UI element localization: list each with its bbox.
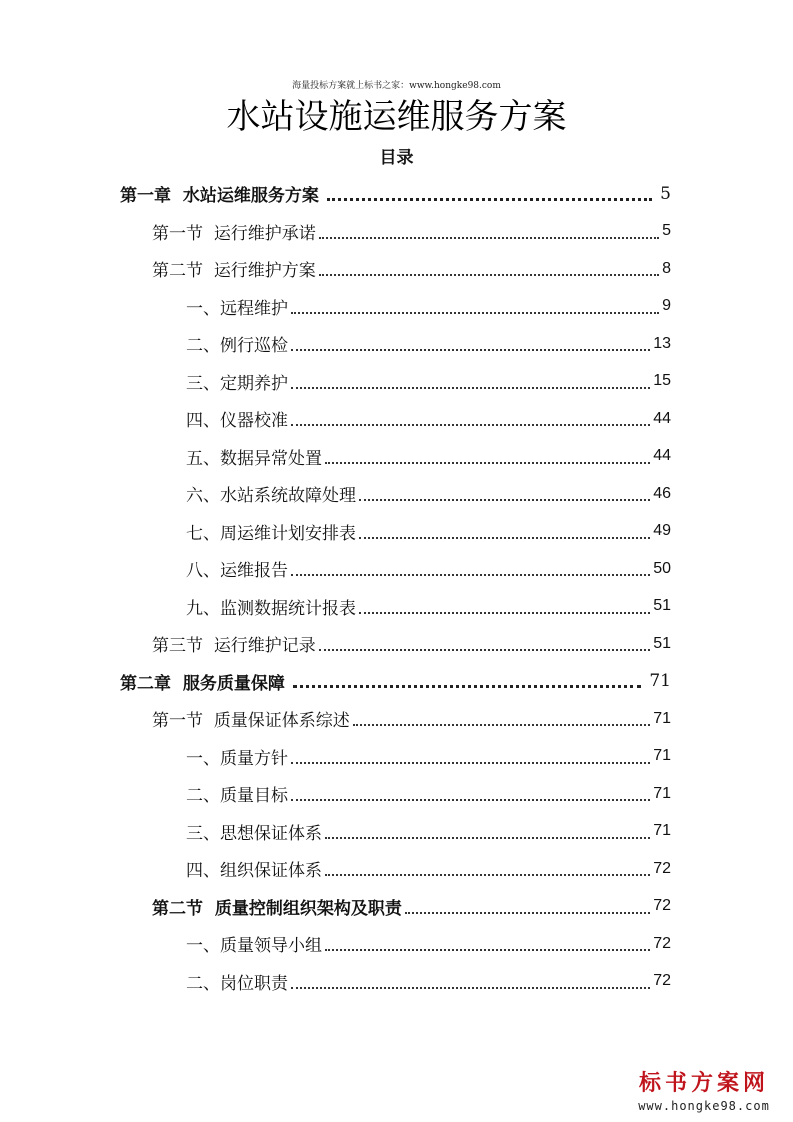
toc-heading: 目录 — [379, 148, 414, 168]
toc-entry-title: 运维报告 — [220, 561, 288, 582]
toc-entry-title: 质量方针 — [220, 748, 288, 769]
toc-dot-leader — [325, 836, 650, 839]
toc-entry-number: 一、 — [186, 298, 220, 319]
toc-entry-number: 八、 — [186, 561, 220, 582]
toc-entry-page: 44 — [653, 447, 671, 465]
toc-entry[interactable] — [0, 888, 793, 926]
toc-entry-page: 72 — [653, 859, 671, 877]
toc-entry-page: 71 — [653, 784, 671, 802]
toc-dot-leader — [291, 761, 650, 764]
toc-entry[interactable] — [0, 250, 793, 288]
toc-entry-number: 第二章 — [120, 673, 183, 694]
toc-entry-title: 质量保证体系综述 — [213, 711, 350, 732]
toc-entry-number: 第一章 — [120, 186, 183, 207]
toc-entry-title: 远程维护 — [220, 298, 288, 319]
toc-entry[interactable] — [0, 925, 793, 963]
watermark-url: www.hongke98.com — [638, 1099, 770, 1113]
toc-entry-title: 例行巡检 — [220, 336, 288, 357]
toc-entry-number: 第一节 — [152, 711, 214, 732]
toc-dot-leader — [291, 986, 650, 989]
toc-entry-page: 44 — [653, 409, 671, 427]
toc-dot-leader — [327, 197, 652, 201]
toc-entry[interactable] — [0, 850, 793, 888]
toc-entry-title: 质量控制组织架构及职责 — [214, 898, 402, 919]
watermark-main-text: 标书方案网 — [638, 1071, 769, 1096]
toc-entry[interactable] — [0, 963, 793, 1001]
toc-entry[interactable] — [0, 475, 793, 513]
toc-entry[interactable] — [0, 325, 793, 363]
toc-entry-number: 五、 — [186, 448, 220, 469]
toc-entry-title: 质量领导小组 — [220, 936, 322, 957]
toc-dot-leader — [291, 311, 659, 314]
toc-dot-leader — [291, 798, 650, 801]
toc-entry-number: 四、 — [186, 861, 220, 882]
toc-entry[interactable] — [0, 288, 793, 326]
toc-entry-page: 13 — [653, 334, 671, 352]
toc-entry-page: 71 — [649, 671, 671, 692]
toc-entry[interactable] — [0, 663, 793, 701]
toc-entry-title: 思想保证体系 — [220, 823, 322, 844]
toc-entry-title: 组织保证体系 — [220, 861, 322, 882]
toc-entry-number: 九、 — [186, 598, 220, 619]
toc-entry-title: 运行维护方案 — [213, 261, 316, 282]
toc-entry-title: 岗位职责 — [220, 973, 288, 994]
watermark-logo — [629, 1070, 779, 1114]
toc-entry-page: 72 — [653, 897, 671, 915]
toc-entry-number: 二、 — [186, 973, 220, 994]
toc-entry[interactable] — [0, 775, 793, 813]
toc-dot-leader — [319, 648, 650, 651]
toc-entry-number: 第二节 — [152, 898, 215, 919]
toc-entry-number: 一、 — [186, 748, 220, 769]
toc-dot-leader — [359, 498, 650, 501]
toc-entry-title: 质量目标 — [220, 786, 288, 807]
toc-dot-leader — [291, 423, 650, 426]
toc-entry-page: 72 — [653, 972, 671, 990]
toc-entry[interactable] — [0, 513, 793, 551]
toc-entry-title: 监测数据统计报表 — [220, 598, 356, 619]
toc-dot-leader — [325, 461, 650, 464]
toc-entry-page: 5 — [662, 222, 671, 240]
toc-entry-title: 水站系统故障处理 — [220, 486, 356, 507]
toc-entry-page: 49 — [653, 522, 671, 540]
toc-dot-leader — [319, 273, 659, 276]
toc-entry-title: 定期养护 — [220, 373, 288, 394]
toc-entry-number: 二、 — [186, 786, 220, 807]
header-note: 海量投标方案就上标书之家：www.hongke98.com — [292, 81, 501, 91]
toc-entry[interactable] — [0, 438, 793, 476]
toc-entry[interactable] — [0, 625, 793, 663]
toc-entry-title: 运行维护记录 — [213, 636, 316, 657]
toc-entry-number: 三、 — [186, 823, 220, 844]
toc-entry[interactable] — [0, 588, 793, 626]
toc-dot-leader — [291, 386, 650, 389]
toc-entry-title: 数据异常处置 — [220, 448, 322, 469]
toc-entry[interactable] — [0, 700, 793, 738]
toc-entry-number: 二、 — [186, 336, 220, 357]
toc-entry-page: 5 — [660, 183, 671, 204]
toc-entry[interactable] — [0, 400, 793, 438]
toc-entry[interactable] — [0, 813, 793, 851]
toc-entry-number: 六、 — [186, 486, 220, 507]
toc-entry[interactable] — [0, 738, 793, 776]
toc-entry-number: 四、 — [186, 411, 220, 432]
toc-dot-leader — [359, 536, 650, 539]
toc-dot-leader — [359, 611, 650, 614]
toc-dot-leader — [291, 573, 650, 576]
document-title: 水站设施运维服务方案 — [226, 97, 567, 137]
toc-entry-number: 三、 — [186, 373, 220, 394]
toc-entry-number: 七、 — [186, 523, 220, 544]
table-of-contents — [0, 175, 793, 1000]
toc-entry-page: 71 — [653, 709, 671, 727]
toc-entry-number: 第一节 — [152, 223, 214, 244]
toc-entry-page: 50 — [653, 559, 671, 577]
toc-entry-page: 15 — [653, 372, 671, 390]
toc-entry[interactable] — [0, 213, 793, 251]
toc-entry-number: 第三节 — [152, 636, 214, 657]
toc-entry-number: 一、 — [186, 936, 220, 957]
toc-entry-page: 51 — [653, 634, 671, 652]
toc-entry-title: 周运维计划安排表 — [220, 523, 356, 544]
toc-entry-page: 71 — [653, 822, 671, 840]
toc-entry[interactable] — [0, 550, 793, 588]
toc-entry-page: 9 — [662, 297, 671, 315]
toc-entry-title: 运行维护承诺 — [213, 223, 316, 244]
toc-entry-title: 服务质量保障 — [182, 673, 285, 694]
toc-dot-leader — [325, 948, 650, 951]
toc-entry-page: 51 — [653, 597, 671, 615]
toc-entry-page: 71 — [653, 747, 671, 765]
toc-entry-title: 水站运维服务方案 — [182, 186, 319, 207]
toc-dot-leader — [405, 911, 650, 914]
toc-entry-page: 72 — [653, 934, 671, 952]
toc-entry[interactable] — [0, 175, 793, 213]
toc-entry[interactable] — [0, 363, 793, 401]
toc-entry-page: 46 — [653, 484, 671, 502]
toc-entry-page: 8 — [662, 259, 671, 277]
toc-dot-leader — [325, 873, 650, 876]
toc-dot-leader — [353, 723, 650, 726]
toc-dot-leader — [293, 684, 642, 688]
toc-entry-number: 第二节 — [152, 261, 214, 282]
toc-entry-title: 仪器校准 — [220, 411, 288, 432]
toc-dot-leader — [319, 236, 659, 239]
toc-dot-leader — [291, 348, 650, 351]
